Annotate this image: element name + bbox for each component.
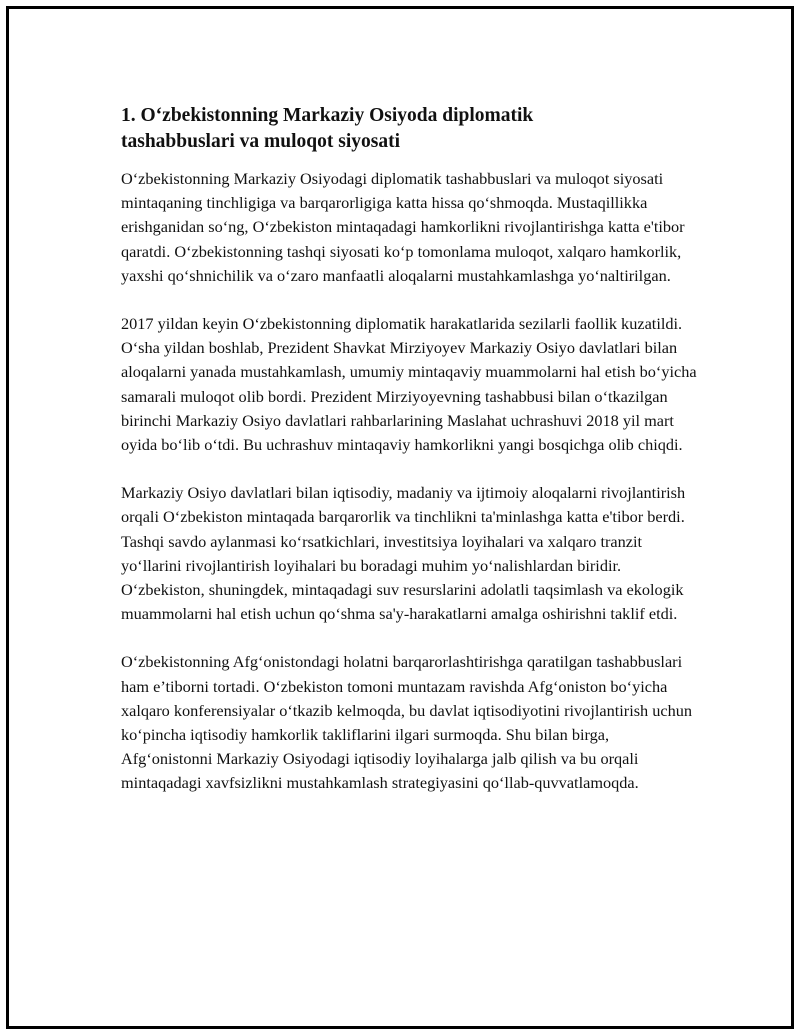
- section-title: [121, 103, 699, 155]
- section-title-line-2: tashabbuslari va muloqot siyosati: [121, 131, 401, 152]
- paragraph-4: O‘zbekistonning Afg‘onistondagi holatni barqarorlashtirishga qaratilgan tashabbuslari ham e’tiborni tortadi. O‘zbekiston tomoni muntazam ravishda Afg‘oniston bo‘yicha xalqaro konferensiyalar o‘tkazib kelmoqda, bu davlat iqtisodiyotini rivojlantirish uchun ko‘pincha iqtisodiy hamkorlik takliflarini ilgari surmoqda. Shu bilan birga, Afg‘onistonni Markaziy Osiyodagi iqtisodiy loyihalarga jalb qilish va bu orqali mintaqadagi xavfsizlikni mustahkamlash strategiyasini qo‘llab-quvvatlamoqda.: [121, 652, 693, 793]
- paragraph-1: O‘zbekistonning Markaziy Osiyodagi diplomatik tashabbuslari va muloqot siyosati mintaqaning tinchligiga va barqarorligiga katta hissa qo‘shmoqda. Mustaqillikka erishganidan so‘ng, O‘zbekiston mintaqadagi hamkorlikni rivojlantirishga katta e'tibor qaratdi. O‘zbekistonning tashqi siyosati ko‘p tomonlama muloqot, xalqaro hamkorlik, yaxshi qo‘shnichilik va o‘zaro manfaatli aloqalarni mustahkamlashga yo‘naltirilgan.: [121, 169, 685, 285]
- section-title-line-1: 1. O‘zbekistonning Markaziy Osiyoda diplomatik: [121, 105, 534, 126]
- paragraph-3: Markaziy Osiyo davlatlari bilan iqtisodiy, madaniy va ijtimoiy aloqalarni rivojlantirish orqali O‘zbekiston mintaqada barqarorlik va tinchlikni ta'minlashga katta e'tibor berdi. Tashqi savdo aylanmasi ko‘rsatkichlari, investitsiya loyihalari va xalqaro tranzit yo‘llarini rivojlantirish loyihalari bu boradagi muhim yo‘nalishlardan biridir. O‘zbekiston, shuningdek, mintaqadagi suv resurslarini adolatli taqsimlash va ekologik muammolarni hal etish uchun qo‘shma sa'y-harakatlarni amalga oshirishni taklif etdi.: [121, 483, 686, 624]
- page-frame: [6, 6, 794, 1029]
- document-body: [121, 103, 699, 820]
- paragraph-2: 2017 yildan keyin O‘zbekistonning diplomatik harakatlarida sezilarli faollik kuzatildi. O‘sha yildan boshlab, Prezident Shavkat Mirziyoyev Markaziy Osiyo davlatlari bilan aloqalarni yanada mustahkamlash, umumiy mintaqaviy muammolarni hal etish bo‘yicha samarali muloqot olib bordi. Prezident Mirziyoyevning tashabbusi bilan o‘tkazilgan birinchi Markaziy Osiyo davlatlari rahbarlarining Maslahat uchrashuvi 2018 yil mart oyida bo‘lib o‘tdi. Bu uchrashuv mintaqaviy hamkorlikni yangi bosqichga olib chiqdi.: [121, 314, 697, 455]
